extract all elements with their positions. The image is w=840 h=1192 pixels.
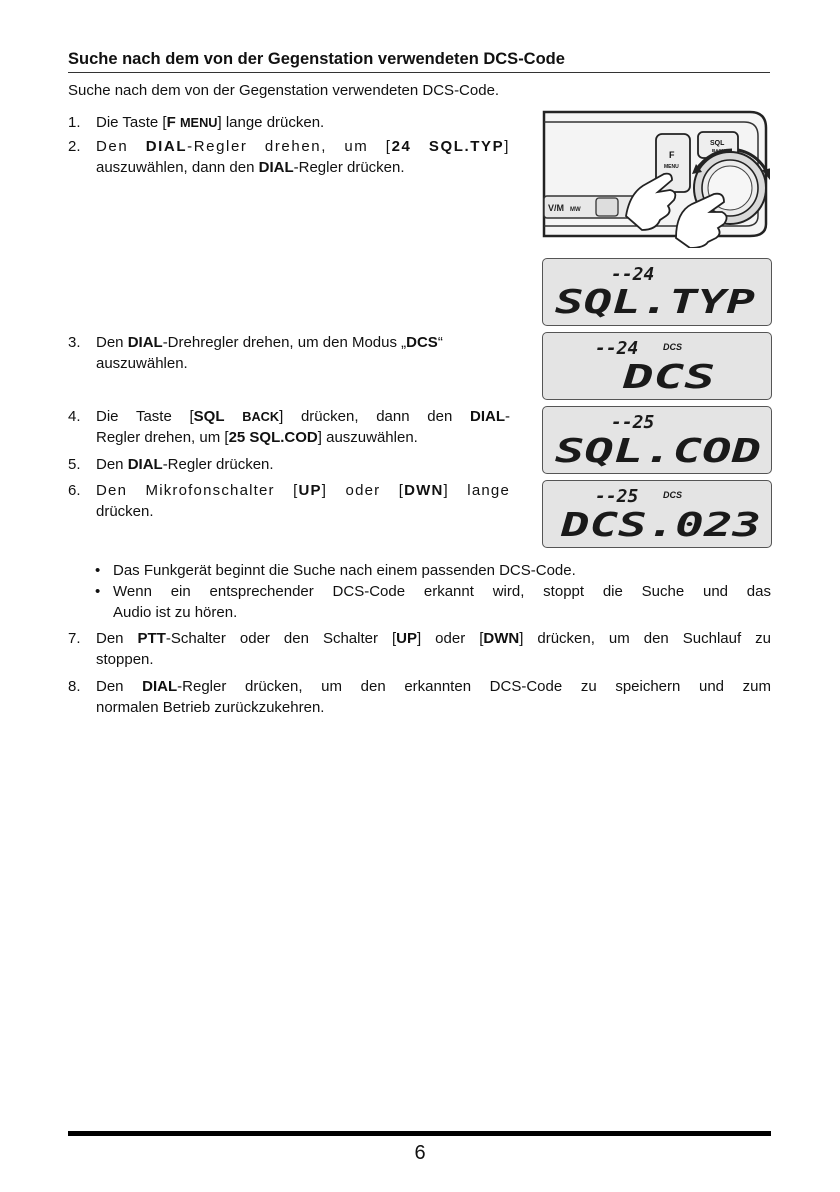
- lcd-display-4: [542, 480, 772, 548]
- step-number: 1.: [68, 114, 81, 131]
- lcd-main-text: DCS.023: [559, 505, 761, 544]
- f-key-label: F: [669, 150, 675, 160]
- step-number: 7.: [68, 630, 81, 647]
- step-number: 3.: [68, 334, 81, 351]
- footer-rule: [68, 1131, 771, 1136]
- sql-key-label: SQL: [710, 140, 725, 147]
- lcd-mode-tag: DCS: [663, 490, 683, 500]
- mw-key-label: MW: [570, 207, 581, 213]
- step-number: 8.: [68, 678, 81, 695]
- lcd-channel-number: --25: [611, 412, 655, 433]
- radio-panel-illustration: [530, 108, 770, 248]
- step-number: 2.: [68, 138, 81, 155]
- lcd-main-text: SQL.TYP: [555, 282, 756, 321]
- page-number: 6: [414, 1142, 426, 1164]
- lcd-display-3: [542, 406, 772, 474]
- step-number: 6.: [68, 482, 81, 499]
- lcd-mode-tag: DCS: [663, 342, 683, 352]
- lcd-channel-number: --24: [611, 264, 655, 285]
- lcd-channel-number: --25: [595, 486, 639, 507]
- lcd-main-text: DCS: [621, 357, 715, 396]
- back-key-label: BACK: [712, 148, 725, 153]
- bullet-item: • Das Funkgerät beginnt die Suche nach einem passenden DCS-Code.: [95, 562, 576, 579]
- lcd-main-text: SQL.COD: [555, 431, 761, 470]
- bullet-item: • Wenn ein entsprechender DCS-Code erkannt wird, stoppt die Suche und das Audio ist zu hören.: [95, 583, 771, 621]
- menu-key-label: MENU: [664, 164, 679, 170]
- vm-key-label: V/M: [548, 203, 565, 213]
- step-number: 5.: [68, 456, 81, 473]
- radio-panel-drawing: [530, 108, 770, 248]
- lcd-display-1: [542, 258, 772, 326]
- lcd-display-2: [542, 332, 772, 400]
- lcd-channel-number: --24: [595, 338, 639, 359]
- step-number: 4.: [68, 408, 81, 425]
- section-heading: Suche nach dem von der Gegenstation verwendeten DCS-Code: [68, 50, 770, 73]
- intro-text: Suche nach dem von der Gegenstation verwendeten DCS-Code.: [68, 82, 500, 99]
